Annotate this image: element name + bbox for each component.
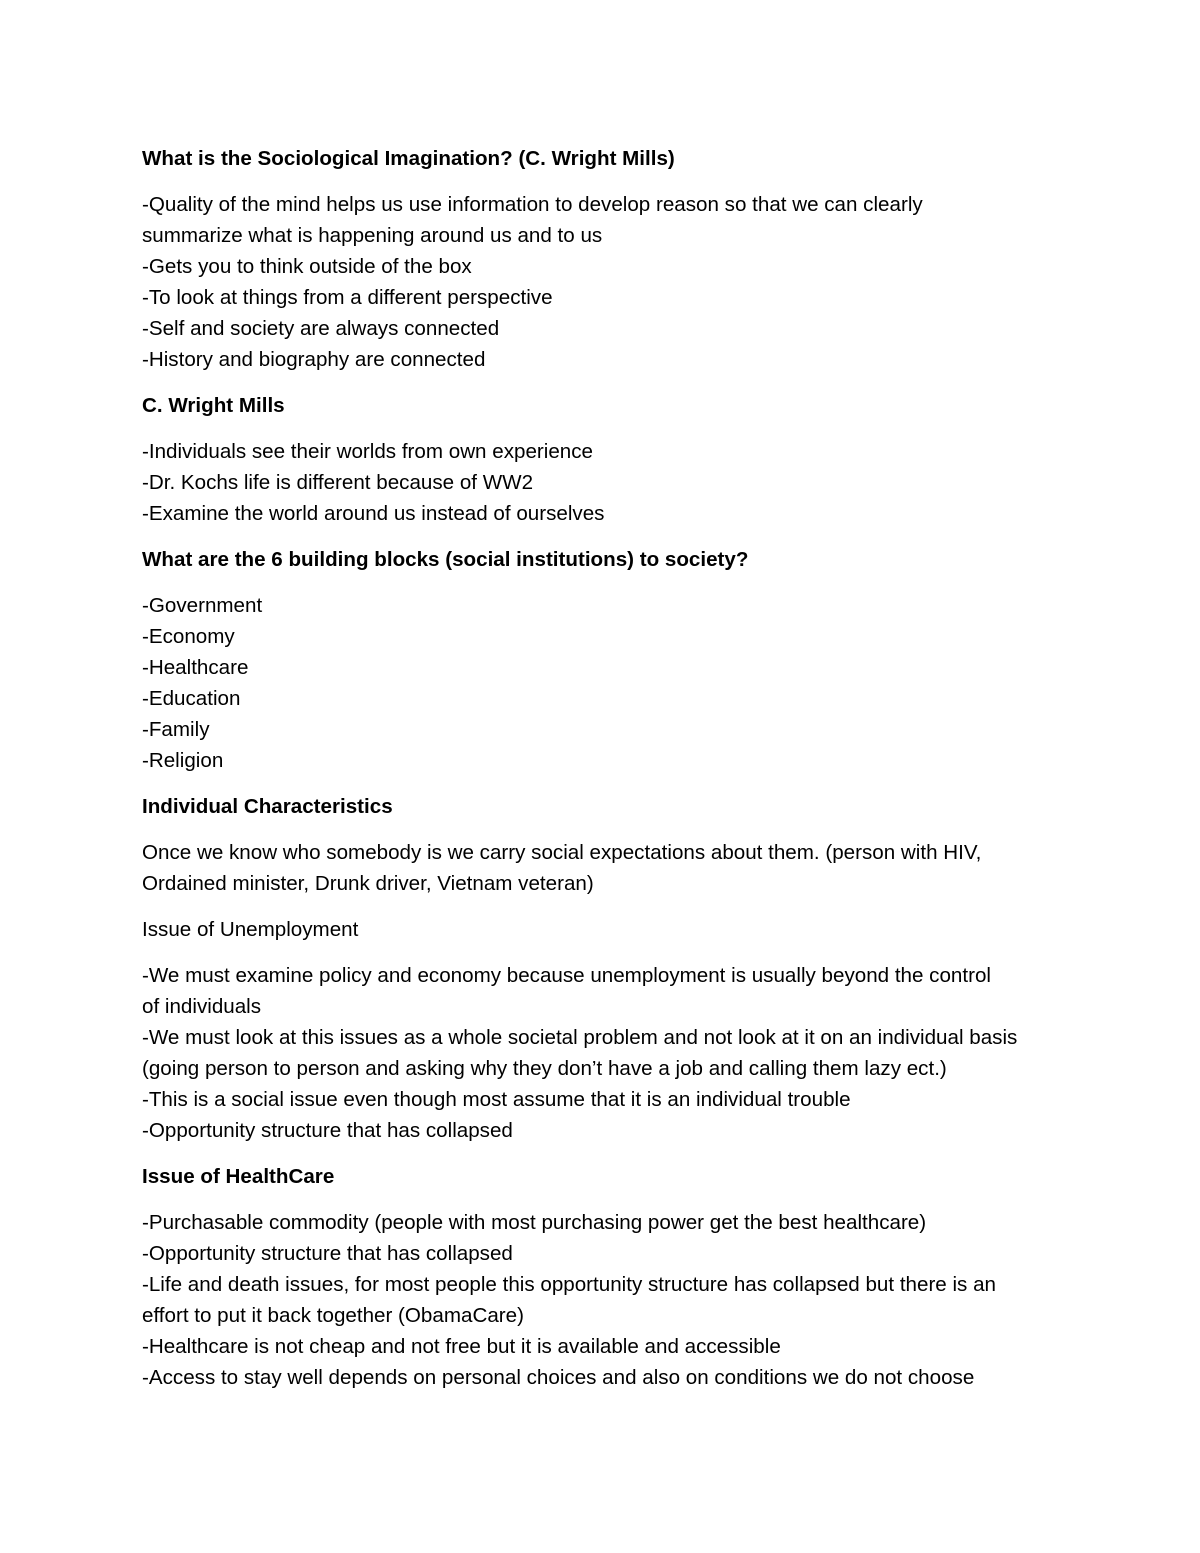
text-line: -Gets you to think outside of the box [142,255,472,278]
text-line: -Examine the world around us instead of ourselves [142,502,605,525]
text-line: (going person to person and asking why they don’t have a job and calling them lazy ect.) [142,1057,947,1080]
text-line: -To look at things from a different perspective [142,286,553,309]
paragraph-spacer [142,375,1072,390]
list-item: -Family [142,718,210,741]
section-individual-characteristics [142,791,1072,899]
list-item: -Government [142,594,263,617]
list-item: -Healthcare [142,656,249,679]
text-line: Ordained minister, Drunk driver, Vietnam veteran) [142,872,594,895]
section-heading: C. Wright Mills [142,394,285,417]
text-line: -Opportunity structure that has collapsed [142,1119,513,1142]
text-line: -Life and death issues, for most people this opportunity structure has collapsed but there is an [142,1273,996,1296]
section-heading: Issue of Unemployment [142,918,359,941]
section-lines [142,436,1072,529]
section-unemployment [142,914,1072,1146]
text-line: Once we know who somebody is we carry social expectations about them. (person with HIV, [142,841,982,864]
document-body [142,143,1072,1393]
text-line: -We must examine policy and economy because unemployment is usually beyond the control [142,964,991,987]
section-sociological-imagination [142,143,1072,375]
section-heading: Issue of HealthCare [142,1165,335,1188]
section-heading: What is the Sociological Imagination? (C. Wright Mills) [142,147,675,170]
list-item: -Education [142,687,241,710]
paragraph-spacer [142,1146,1072,1161]
paragraph-spacer [142,776,1072,791]
text-line: -Opportunity structure that has collapsed [142,1242,513,1265]
text-line: -Healthcare is not cheap and not free but it is available and accessible [142,1335,781,1358]
paragraph-spacer [142,529,1072,544]
paragraph-spacer [142,899,1072,914]
section-healthcare [142,1161,1072,1393]
text-line: -Access to stay well depends on personal choices and also on conditions we do not choose [142,1366,975,1389]
text-line: -This is a social issue even though most assume that it is an individual trouble [142,1088,851,1111]
section-heading: What are the 6 building blocks (social institutions) to society? [142,548,749,571]
text-line: -Individuals see their worlds from own experience [142,440,593,463]
section-lines [142,189,1072,375]
section-heading: Individual Characteristics [142,795,393,818]
text-line: -Self and society are always connected [142,317,500,340]
text-line: -Quality of the mind helps us use information to develop reason so that we can clearly [142,193,923,216]
text-line: of individuals [142,995,262,1018]
section-c-wright-mills [142,390,1072,529]
section-lines [142,1207,1072,1393]
list-item: -Religion [142,749,224,772]
text-line: -Purchasable commodity (people with most purchasing power get the best healthcare) [142,1211,927,1234]
section-lines [142,590,1072,776]
text-line: -History and biography are connected [142,348,486,371]
list-item: -Economy [142,625,235,648]
text-line: -We must look at this issues as a whole societal problem and not look at it on an individual basis [142,1026,1018,1049]
text-line: summarize what is happening around us and to us [142,224,603,247]
section-building-blocks [142,544,1072,776]
text-line: effort to put it back together (ObamaCare) [142,1304,524,1327]
text-line: -Dr. Kochs life is different because of WW2 [142,471,534,494]
section-lines [142,837,1072,899]
section-lines [142,960,1072,1146]
